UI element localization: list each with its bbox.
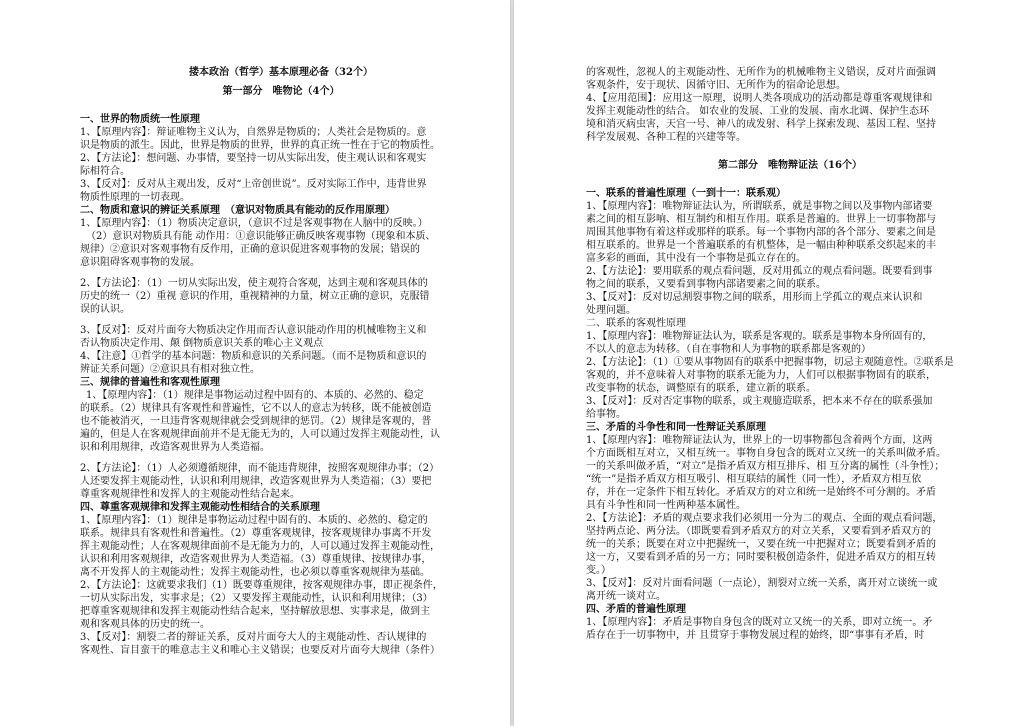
section-heading: 三、规律的普遍性和客观性原理 xyxy=(80,377,220,388)
text-line: 2、【方法论】：（1）①要从事物固有的联系中把握事物，切忌主观随意性。②联系是 xyxy=(586,357,954,368)
text-line: 盾存在于一切事物中，并 且贯穿于事物发展过程的始终，即“事事有矛盾，时 xyxy=(586,630,925,641)
text-line: 识和利用规律，改造客观世界为人类造福。 xyxy=(80,442,270,453)
text-line: 1、【原理内容】：唯物辩证法认为，所谓联系，就是事物之间以及事物内部诸要 xyxy=(586,201,933,212)
text-line: 处理问题。 xyxy=(586,305,636,316)
text-line: 一切从实际出发，实事求是；（2）又要发挥主观能动性，认识和利用规律；（3） xyxy=(80,593,433,604)
text-line: 发挥主观能动性的结合。 如农业的发展、工业的发展、南水北调、保护生态环 xyxy=(586,106,930,117)
text-line: 挥主观能动性；人在客观规律面前不是无能为力的，人可以通过发挥主观能动性， xyxy=(80,541,440,552)
text-line: 认识和利用客观规律，改造客观世界为人类造福。（3）尊重规律、按规律办事， xyxy=(80,554,432,565)
text-line: 客观的，并不意味着人对事物的联系无能为力，人们可以根据事物固有的联系， xyxy=(586,370,936,381)
text-line: 3、【反对】：割裂二者的辩证关系，反对片面夸大人的主观能动性、否认规律的 xyxy=(80,632,427,643)
text-line: “统一”是指矛盾双方相互吸引、相互联结的属性（同一性），矛盾双方相互依 xyxy=(586,474,922,485)
text-line: 一的关系叫做矛盾，“对立”是指矛盾双方相互排斥、相 互分离的属性（斗争性）； xyxy=(586,461,945,472)
text-line: 1、【原理内容】：唯物辩证法认为，世界上的一切事物都包含着两个方面，这两 xyxy=(586,435,933,446)
text-line: （2）意识对物质具有能 动作用：①意识能够正确反映客观事物（现象和本质、 xyxy=(86,231,436,242)
text-line: 3、【反对】：反对否定事物的联系，或主观臆造联系，把本来不存在的联系强加 xyxy=(586,396,933,407)
text-line: 意识阻碍客观事物的发展。 xyxy=(80,257,200,268)
right-top-body xyxy=(586,66,994,144)
text-line: 1、【原理内容】：矛盾是事物自身包含的既对立又统一的关系，即对立统一。矛 xyxy=(586,617,933,628)
text-line: 3、【反对】：反对片面看问题（一点论），割裂对立统一关系，离开对立谈统一或 xyxy=(586,578,938,589)
text-line: 素之间的相互影响、相互制约和相互作用。联系是普遍的。世界上一切事物都与 xyxy=(586,214,936,225)
text-line: 物质性原理的一切表现。 xyxy=(80,192,190,203)
text-line: 改变事物的状态，调整原有的联系，建立新的联系。 xyxy=(586,383,816,394)
text-line: 客观性、盲目蛮干的唯意志主义和唯心主义错误；也要反对片面夸大规律（条件） xyxy=(80,645,440,656)
text-line: 统一的关系；既要在对立中把握统一，又要在统一中把握对立；既要看到矛盾的 xyxy=(586,539,936,550)
text-line: 周围其他事物有着这样或那样的联系。每一个事物内部的各个部分、要素之间是 xyxy=(586,227,936,238)
text-line: 3、【反对】：反对片面夸大物质决定作用而否认意识能动作用的机械唯物主义和 xyxy=(80,325,427,336)
text-line: 离开统一谈对立。 xyxy=(586,591,666,602)
section-heading: 三、矛盾的斗争性和同一性辩证关系原理 xyxy=(586,422,766,433)
text-line: 历史的统一（2）重视 意识的作用，重视精神的力量，树立正确的意识，克服错 xyxy=(80,291,430,302)
text-line: 2、【方法论】：（1）人必须遵循规律，而不能违背规律，按照客观规律办事；（2） xyxy=(80,463,440,474)
text-line: 不以人的意志为转移。（自在事物和人为事物的联系都是客观的） xyxy=(586,344,871,355)
section-heading: 一、世界的物质统一性原理 xyxy=(80,114,200,125)
text-line: 具有斗争性和同一性两种基本属性。 xyxy=(586,500,746,511)
text-line: 1、【原理内容】：（1）规律是事物运动过程中固有的、本质的、必然的、稳定 xyxy=(86,390,424,401)
text-line: 二、联系的客观性原理 xyxy=(586,318,686,329)
text-line: 误的认识。 xyxy=(80,304,130,315)
text-line: 2、【方法论】：矛盾的观点要求我们必须用一分为二的观点、全面的观点看问题， xyxy=(586,513,943,524)
text-line: 离不开发挥人的主观能动性；发挥主观能动性，也必须以尊重客观规律为基础。 xyxy=(80,567,430,578)
page-left xyxy=(0,0,510,726)
text-line: 给事物。 xyxy=(586,409,626,420)
doc-title: 搂本政治（哲学）基本原理必备（32个） xyxy=(189,67,373,78)
text-line: 物之间的联系，又要看到事物内部诸要素之间的联系。 xyxy=(586,279,826,290)
text-line: 科学发展观、各种工程的兴建等等。 xyxy=(586,132,746,143)
text-line: 4、【注意】①哲学的基本问题：物质和意识的关系问题。（而不是物质和意识的 xyxy=(80,351,427,362)
spacer xyxy=(80,269,482,277)
text-line: 富多彩的画面，其中没有一个事物是孤立存在的。 xyxy=(586,253,806,264)
text-line: 1、【原理内容】：唯物辩证法认为，联系是客观的。联系是事物本身所固有的， xyxy=(586,331,933,342)
text-line: 规律）②意识对客观事物有反作用，正确的意识促进客观事物的发展；错误的 xyxy=(80,244,420,255)
text-line: 相互联系的。世界是一个普遍联系的有机整体，是一幅由种种联系交织起来的丰 xyxy=(586,240,936,251)
text-line: 2、【方法论】：要用联系的观点看问题，反对用孤立的观点看问题。既要看到事 xyxy=(586,266,933,277)
text-line: 否认物质决定作用、颠 倒物质意识关系的唯心主义观点 xyxy=(80,338,324,349)
section-heading: 四、矛盾的普遍性原理 xyxy=(586,604,686,615)
section-heading: 四、尊重客观规律和发挥主观能动性相结合的关系原理 xyxy=(80,502,320,513)
text-line: 的联系。（2）规律具有客观性和普遍性，它不以人的意志为转移，既不能被创造 xyxy=(80,403,432,414)
text-line: 观和客观具体的历史的统一。 xyxy=(80,619,210,630)
text-line: 的客观性，忽视人的主观能动性、无所作为的机械唯物主义错误，反对片面强调 xyxy=(586,67,936,78)
text-line: 2、【方法论】：这就要求我们（1）既要尊重规律，按客观规律办事，即正视条件， xyxy=(80,580,443,591)
text-line: 人还要发挥主观能动性，认识和利用规律，改造客观世界为人类造福；（3）要把 xyxy=(80,476,432,487)
spacer xyxy=(80,454,482,462)
right-body xyxy=(586,187,994,642)
text-line: 遍的，但是人在客观规律面前并不是无能无为的，人可以通过发挥主观能动性，认 xyxy=(80,429,440,440)
text-line: 变。） xyxy=(586,565,611,576)
text-line: 1、【原理内容】：（1）物质决定意识，（意识不过是客观事物在人脑中的反映。） xyxy=(80,218,428,229)
text-line: 1、【原理内容】：（1）规律是事物运动过程中固有的、本质的、必然的、稳定的 xyxy=(80,515,428,526)
text-line: 际相符合。 xyxy=(80,166,130,177)
text-line: 个方面既相互对立，又相互统一。事物自身包含的既对立又统一的关系叫做矛盾。 xyxy=(586,448,946,459)
text-line: 把尊重客观规律和发挥主观能动性结合起来，坚持解放思想、实事求是，做到主 xyxy=(80,606,430,617)
text-line: 识是物质的派生。因此，世界是物质的世界，世界的真正统一性在于它的物质性。 xyxy=(80,140,440,151)
spacer xyxy=(80,316,482,324)
part-one-heading: 第一部分 唯物论（4个） xyxy=(222,86,340,97)
section-heading: 二、物质和意识的辨证关系原理 （意识对物质具有能动的反作用原理） xyxy=(80,205,395,216)
text-line: 存，并在一定条件下相互转化。矛盾双方的对立和统一是始终不可分割的。矛盾 xyxy=(586,487,936,498)
page-right xyxy=(514,0,1024,726)
part-two-heading: 第二部分 唯物辩证法（16个） xyxy=(718,160,862,171)
text-line: 3、【反对】：反对从主观出发，反对“上帝创世说”。反对实际工作中，违背世界 xyxy=(80,179,427,190)
text-line: 客观条件，安于现状、因循守旧、无所作为的宿命论思想。 xyxy=(586,80,846,91)
text-line: 3、【反对】：反对切忌割裂事物之间的联系，用形而上学孤立的观点来认识和 xyxy=(586,292,923,303)
left-body xyxy=(80,113,482,657)
text-line: 4、【应用范围】：应用这一原理，说明人类各项成功的活动都是尊重客观规律和 xyxy=(586,93,933,104)
text-line: 坚持两点论、两分法。（即既要看到矛盾双方的对立关系，又要看到矛盾双方的 xyxy=(586,526,931,537)
text-line: 这一方，又要看到矛盾的另一方；同时要积极创造条件，促进矛盾双方的相互转 xyxy=(586,552,936,563)
text-line: 1、【原理内容】：辩证唯物主义认为，自然界是物质的；人类社会是物质的。意 xyxy=(80,127,427,138)
text-line: 境和消灭病虫害，天宫一号、神八的成发射、科学上探索发现、基因工程、坚持 xyxy=(586,119,936,130)
text-line: 2、【方法论】：（1）一切从实际出发，使主观符合客观，达到主观和客观具体的 xyxy=(80,278,428,289)
section-heading: 一、联系的普遍性原理（一到十一：联系观） xyxy=(586,188,786,199)
text-line: 联系。规律具有客观性和普遍性。（2）尊重客观规律，按客观规律办事离不开发 xyxy=(80,528,432,539)
text-line: 也不能被消灭，一旦违背客观规律就会受到规律的惩罚。（2）规律是客观的，普 xyxy=(80,416,432,427)
text-line: 辨证关系问题）②意识具有相对独立性。 xyxy=(80,364,260,375)
text-line: 2、【方法论】：想问题、办事情，要坚持一切从实际出发，使主观认识和客观实 xyxy=(80,153,427,164)
text-line: 尊重客观规律性和发挥人的主观能动性结合起来。 xyxy=(80,489,300,500)
